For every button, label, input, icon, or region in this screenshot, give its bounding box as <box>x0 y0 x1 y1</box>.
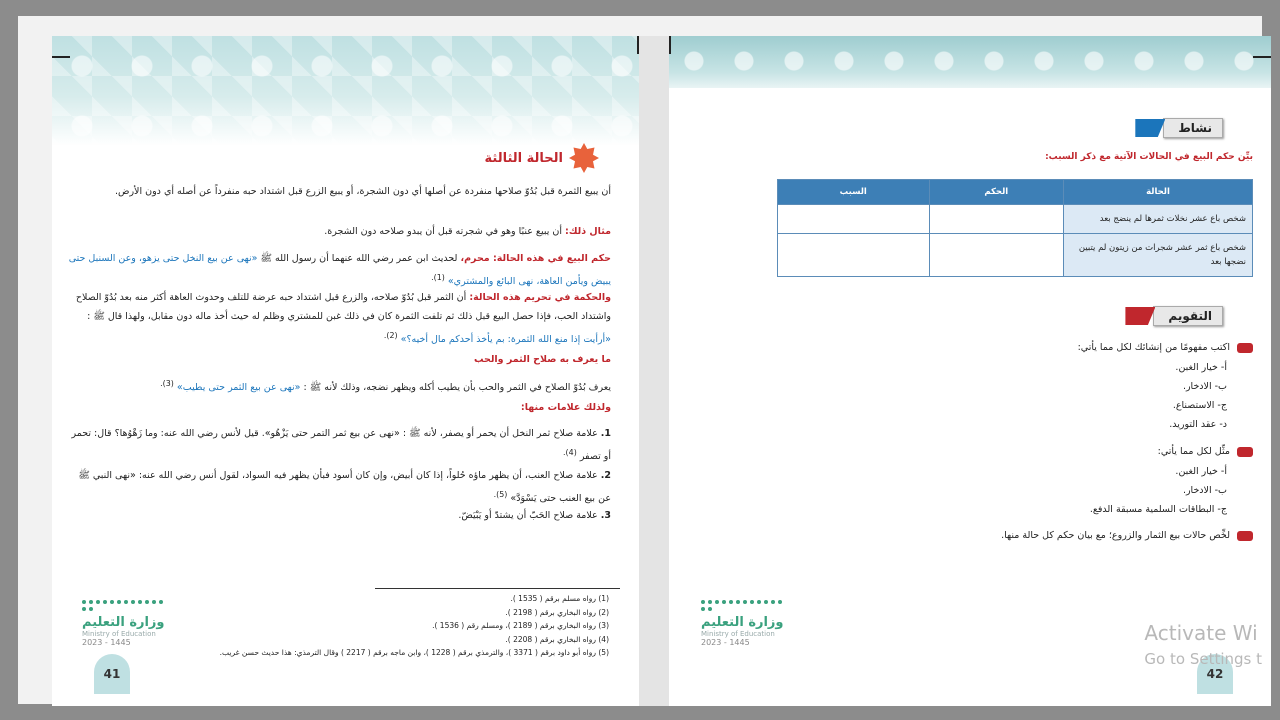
activity-instruction: بيِّن حكم البيع في الحالات الآتية مع ذكر السبب: <box>1045 152 1253 162</box>
sign-item <box>66 506 611 525</box>
table-cell[interactable] <box>929 205 1064 234</box>
question-1-items <box>869 358 1253 434</box>
question-icon <box>1237 531 1253 541</box>
question-1 <box>869 338 1253 357</box>
example-paragraph <box>66 222 611 241</box>
ministry-logo <box>701 600 801 647</box>
table-cell: شخص باع ثمر عشر شجرات من زيتون لم يتبين نضجها بعد <box>1064 234 1253 277</box>
question-icon <box>1237 343 1253 353</box>
page-header-pattern <box>52 36 639 146</box>
crop-mark <box>1253 56 1271 58</box>
page-number: 42 <box>1197 654 1233 694</box>
wisdom-paragraph <box>66 288 611 349</box>
page-41 <box>52 36 639 706</box>
page-42 <box>669 36 1271 706</box>
activity-label: نشاط <box>1163 118 1223 138</box>
list-item: أ- خيار الغبن. <box>1175 362 1227 373</box>
example-label: مثال ذلك: <box>565 226 611 237</box>
sign-text: علامة صلاح الحَبّ أن يشتدّ أو يَبْيَضّ. <box>458 510 598 521</box>
list-item: ج- البطاقات السلمية مسبقة الدفع. <box>1089 504 1227 515</box>
list-item: أ- خيار الغبن. <box>1175 466 1227 477</box>
logo-english: Ministry of Education <box>701 630 775 638</box>
wisdom-quote: «أرأيت إذا منع الله الثمرة: بم يأخذ أحدكم مال أخيه؟» <box>400 334 611 346</box>
table-cell[interactable] <box>778 205 930 234</box>
logo-dots-icon <box>701 600 787 611</box>
intro-text: أن يبيع الثمرة قبل بُدُوّ صلاحها منفردة عن أصلها أي دون الشجرة، أو يبيع الزرع قبل اشتداد حبه منفرداً عن أصله أي دون الأرض. <box>114 186 611 197</box>
document-viewer-frame <box>18 16 1262 704</box>
ribbon-icon <box>1135 119 1165 137</box>
list-item: ب- الادخار. <box>1182 485 1227 496</box>
edition-year: 2023 - 1445 <box>82 638 131 647</box>
table-cell[interactable] <box>929 234 1064 277</box>
question-icon <box>1237 447 1253 457</box>
octagram-icon <box>569 143 599 173</box>
question-text: مثِّل لكل مما يأتي: <box>1157 446 1230 457</box>
question-3 <box>869 526 1253 545</box>
activation-watermark <box>1144 620 1262 672</box>
table-header-row <box>778 180 1253 205</box>
ruling-paragraph <box>66 249 611 291</box>
watermark-line-2: Go to Settings t <box>1144 650 1262 668</box>
logo-english: Ministry of Education <box>82 630 156 638</box>
question-2-items <box>869 462 1253 519</box>
list-item: د- عقد التوريد. <box>1169 419 1227 430</box>
activity-table <box>777 179 1253 277</box>
ripeness-text: يعرف بُدُوّ الصلاح في الثمر والحب بأن يطيب أكله ويظهر نضجه، وذلك لأنه ﷺ : <box>303 382 611 394</box>
footnote-ref: (4). <box>563 448 577 457</box>
intro-paragraph <box>66 182 611 201</box>
ripeness-paragraph <box>66 374 611 397</box>
footnote: (2) رواه البخاري برقم ( 2198 ). <box>505 607 609 617</box>
ministry-logo <box>82 600 182 647</box>
footnote-ref: (3). <box>160 379 174 388</box>
edition-year: 2023 - 1445 <box>701 638 750 647</box>
table-cell[interactable] <box>778 234 930 277</box>
sign-item <box>66 424 611 466</box>
question-text: اكتب مفهومًا من إنشائك لكل مما يأتي: <box>1077 342 1230 353</box>
sign-item <box>66 466 611 508</box>
ruling-text: لحديث ابن عمر رضي الله عنهما أن رسول الله ﷺ <box>260 253 458 264</box>
footnote-divider <box>375 588 620 589</box>
footnote-ref: (2). <box>383 331 398 340</box>
logo-arabic: وزارة التعليم <box>701 615 784 630</box>
ripeness-quote: «نهى عن بيع الثمر حتى يطيب» <box>176 382 301 394</box>
question-text: لخِّص حالات بيع الثمار والزروع؛ مع بيان حكم كل حالة منها. <box>1001 530 1230 541</box>
logo-dots-icon <box>82 600 168 611</box>
list-item: ج- الاستصناع. <box>1172 400 1227 411</box>
crop-mark <box>52 56 70 58</box>
footnote: (4) رواه البخاري برقم ( 2208 ). <box>505 634 609 644</box>
example-text: أن يبيع عنبًا وهو في شجرته قبل أن يبدو صلاحه دون الشجرة. <box>324 226 562 237</box>
evaluation-tag <box>1125 306 1223 326</box>
signs-heading: ولذلك علامات منها: <box>520 402 611 413</box>
sign-text: علامة صلاح ثمر النخل أن يحمر أو يصفر، لأنه ﷺ : «نهى عن بيع ثمر التمر حتى يَزْهُو». قيل لأنس رضي الله عنه: وما زَهْوُها؟ قال: تحمر أو تصفر <box>71 428 611 463</box>
page-gutter <box>639 36 669 706</box>
list-item: ب- الادخار. <box>1182 381 1227 392</box>
wisdom-label: والحكمة في تحريم هذه الحالة: <box>469 292 611 303</box>
evaluation-label: التقويم <box>1153 306 1223 326</box>
wisdom-text: أن الثمر قبل بُدُوّ صلاحه، والزرع قبل اشتداد حبه عرضة للتلف وحدوث العاهة أكثر منه بعد بُدُوّ الصلاح واشتداد الحب، فإذا حصل البيع قبل ذلك ثم تلفت الثمرة كان في ذلك غبن للمشتري وظلم له حيث أخذ ماله دون مقابل، ولهذا قال ﷺ : <box>75 292 611 322</box>
question-2 <box>869 442 1253 461</box>
footnote: (1) رواه مسلم برقم ( 1535 ). <box>510 594 609 603</box>
sign-number: 1. <box>600 428 611 439</box>
ribbon-icon <box>1125 307 1155 325</box>
activity-tag <box>1135 118 1223 138</box>
table-header: السبب <box>778 180 930 205</box>
table-row <box>778 205 1253 234</box>
footnote-ref: (5). <box>493 490 508 499</box>
case-title: الحالة الثالثة <box>484 150 563 166</box>
table-header: الحكم <box>929 180 1064 205</box>
logo-arabic: وزارة التعليم <box>82 615 165 630</box>
table-row <box>778 234 1253 277</box>
ruling-quote: «نهى عن بيع النخل حتى يزهو، وعن السنبل حتى يبيض ويأمن العاهة، نهى البائع والمشتري» <box>68 253 611 288</box>
footnote-ref: (1). <box>431 273 445 282</box>
footnote: (5) رواه أبو داود برقم ( 3371 )، والترمذي برقم ( 1228 )، وابن ماجه برقم ( 2217 ) وقال الترمذي: هذا حديث حسن غريب. <box>219 648 609 657</box>
watermark-line-1: Activate Wi <box>1144 621 1258 645</box>
sign-number: 2. <box>600 470 611 481</box>
crop-mark <box>669 36 671 54</box>
sign-number: 3. <box>600 510 611 521</box>
footnote: (3) رواه البخاري برقم ( 2189 )، ومسلم رقم ( 1536 ). <box>432 621 609 630</box>
page-number: 41 <box>94 654 130 694</box>
table-cell: شخص باع عشر نخلات ثمرها لم ينضج بعد <box>1064 205 1253 234</box>
sign-text: علامة صلاح العنب، أن يظهر ماؤه حُلواً، إذا كان أبيض، وإن كان أسود فبأن يظهر فيه السواد، لقول أنس رضي الله عنه: «نهى النبي ﷺ عن بيع العنب حتى يَسْوَدَّ» <box>78 470 611 505</box>
ripeness-heading: ما يعرف به صلاح الثمر والحب <box>473 354 611 365</box>
table-header: الحالة <box>1064 180 1253 205</box>
page-header-pattern <box>669 36 1271 88</box>
case-heading <box>485 143 599 173</box>
ruling-label: حكم البيع في هذه الحالة: محرم، <box>460 253 611 264</box>
